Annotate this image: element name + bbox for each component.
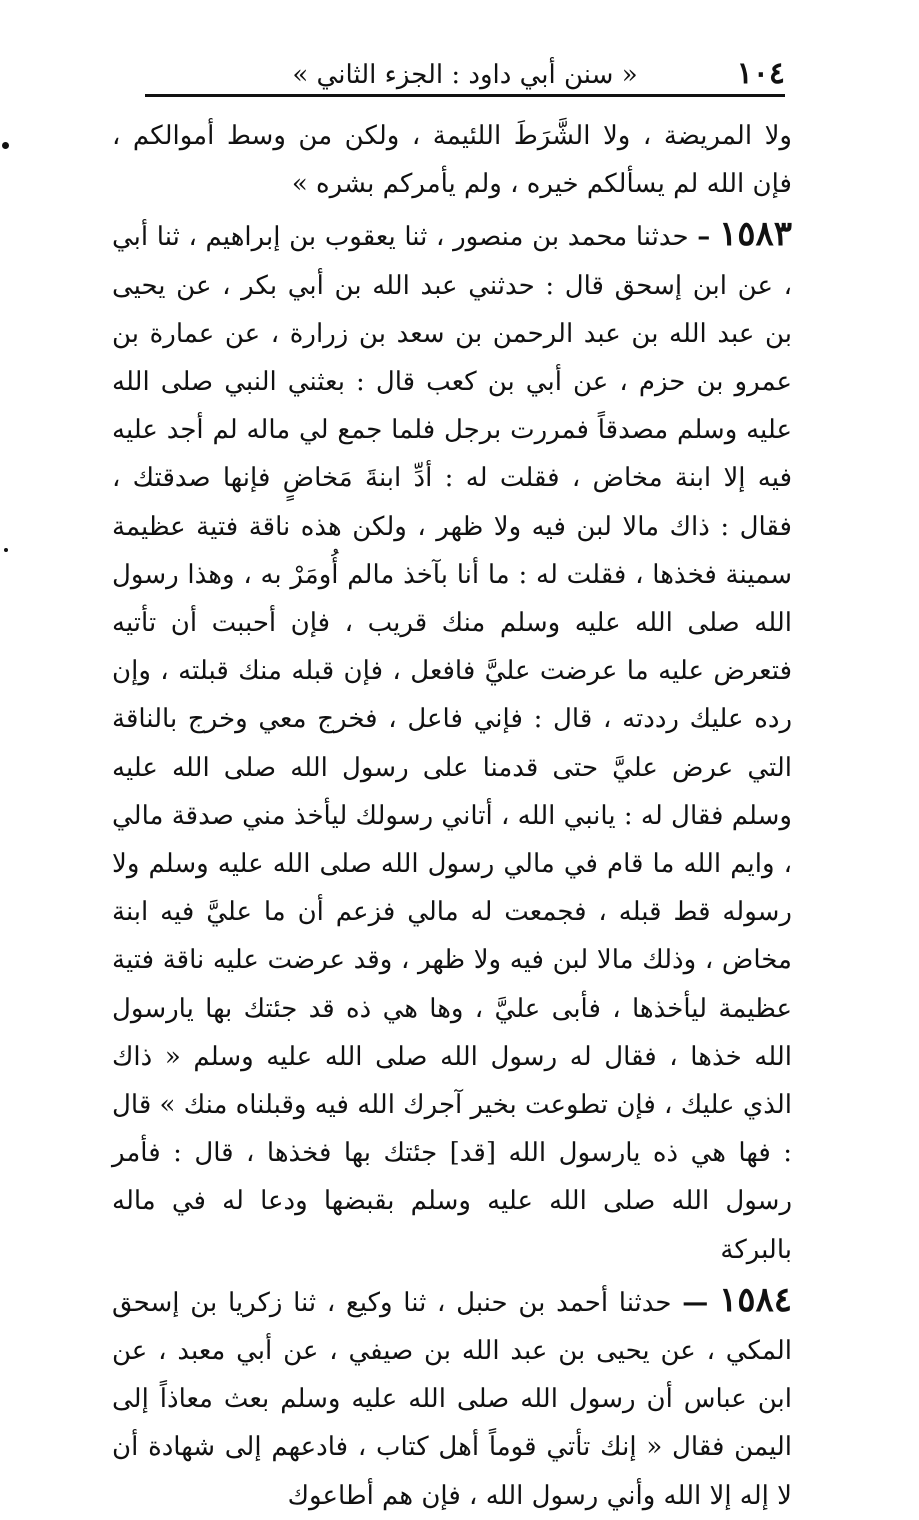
continuation-paragraph [112, 112, 792, 208]
scan-mark [2, 142, 9, 149]
hadith-dash: — [682, 1287, 709, 1318]
continuation-text: ولا المريضة ، ولا الشَّرَطَ اللئيمة ، ولكن من وسط أموالكم ، فإن الله لم يسألكم خيره ، ولم يأمركم بشره » [112, 121, 792, 200]
hadith-number: ١٥٨٣ [718, 214, 793, 255]
scan-mark [4, 548, 8, 552]
hadith-text: حدثنا محمد بن منصور ، ثنا يعقوب بن إبراهيم ، ثنا أبي ، عن ابن إسحق قال : حدثني عبد الله بن أبي بكر ، عن يحيى بن عبد الله بن عبد الرحمن بن سعد بن زرارة ، عن عمارة بن عمرو بن حزم ، عن أبي بن كعب قال : بعثني النبي صلى الله عليه وسلم مصدقاً فمررت برجل فلما جمع لي ماله لم أجد عليه فيه إلا ابنة مخاض ، فقلت له : أدِّ ابنةَ مَخاضٍ فإنها صدقتك ، فقال : ذاك مالا لبن فيه ولا ظهر ، ولكن هذه ناقة فتية عظيمة سمينة فخذها ، فقلت له : ما أنا بآخذ مالم أُومَرْ به ، وهذا رسول الله صلى الله عليه وسلم منك قريب ، فإن أحببت أن تأتيه فتعرض عليه ما عرضت عليَّ فافعل ، فإن قبله منك قبلته ، وإن رده عليك رددته ، قال : فإني فاعل ، فخرج معي وخرج بالناقة التي عرض عليَّ حتى قدمنا على رسول الله صلى الله عليه وسلم فقال له : يانبي الله ، أتاني رسولك ليأخذ مني صدقة مالي ، وايم الله ما قام في مالي رسول الله صلى الله عليه وسلم ولا رسوله قط قبله ، فجمعت له مالي فزعم أن ما عليَّ فيه ابنة مخاض ، وذلك مالا لبن فيه ولا ظهر ، وقد عرضت عليه ناقة فتية عظيمة ليأخذها ، فأبى عليَّ ، وها هي ذه قد جئتك بها يارسول الله خذها ، فقال له رسول الله صلى الله عليه وسلم « ذاك الذي عليك ، فإن تطوعت بخير آجرك الله فيه وقبلناه منك » قال : فها هي ذه يارسول الله [قد] جئتك بها فخذها ، قال : فأمر رسول الله صلى الله عليه وسلم بقبضها ودعا له في ماله بالبركة [112, 222, 792, 1265]
hadith-1584 [112, 1276, 792, 1520]
hadith-dash: – [697, 222, 711, 253]
hadith-number: ١٥٨٤ [718, 1279, 793, 1320]
running-title: « سنن أبي داود : الجزء الثاني » [292, 60, 638, 90]
header-rule [145, 94, 785, 97]
page-number: ١٠٤ [736, 56, 785, 91]
hadith-text: حدثنا أحمد بن حنبل ، ثنا وكيع ، ثنا زكريا بن إسحق المكي ، عن يحيى بن عبد الله بن صيفي ، عن أبي معبد ، عن ابن عباس أن رسول الله صلى الله عليه وسلم بعث معاذاً إلى اليمن فقال « إنك تأتي قوماً أهل كتاب ، فادعهم إلى شهادة أن لا إله إلا الله وأني رسول الله ، فإن هم أطاعوك [112, 1287, 792, 1511]
hadith-1583 [112, 210, 792, 1273]
page-header [145, 52, 785, 96]
main-text [112, 112, 792, 1520]
